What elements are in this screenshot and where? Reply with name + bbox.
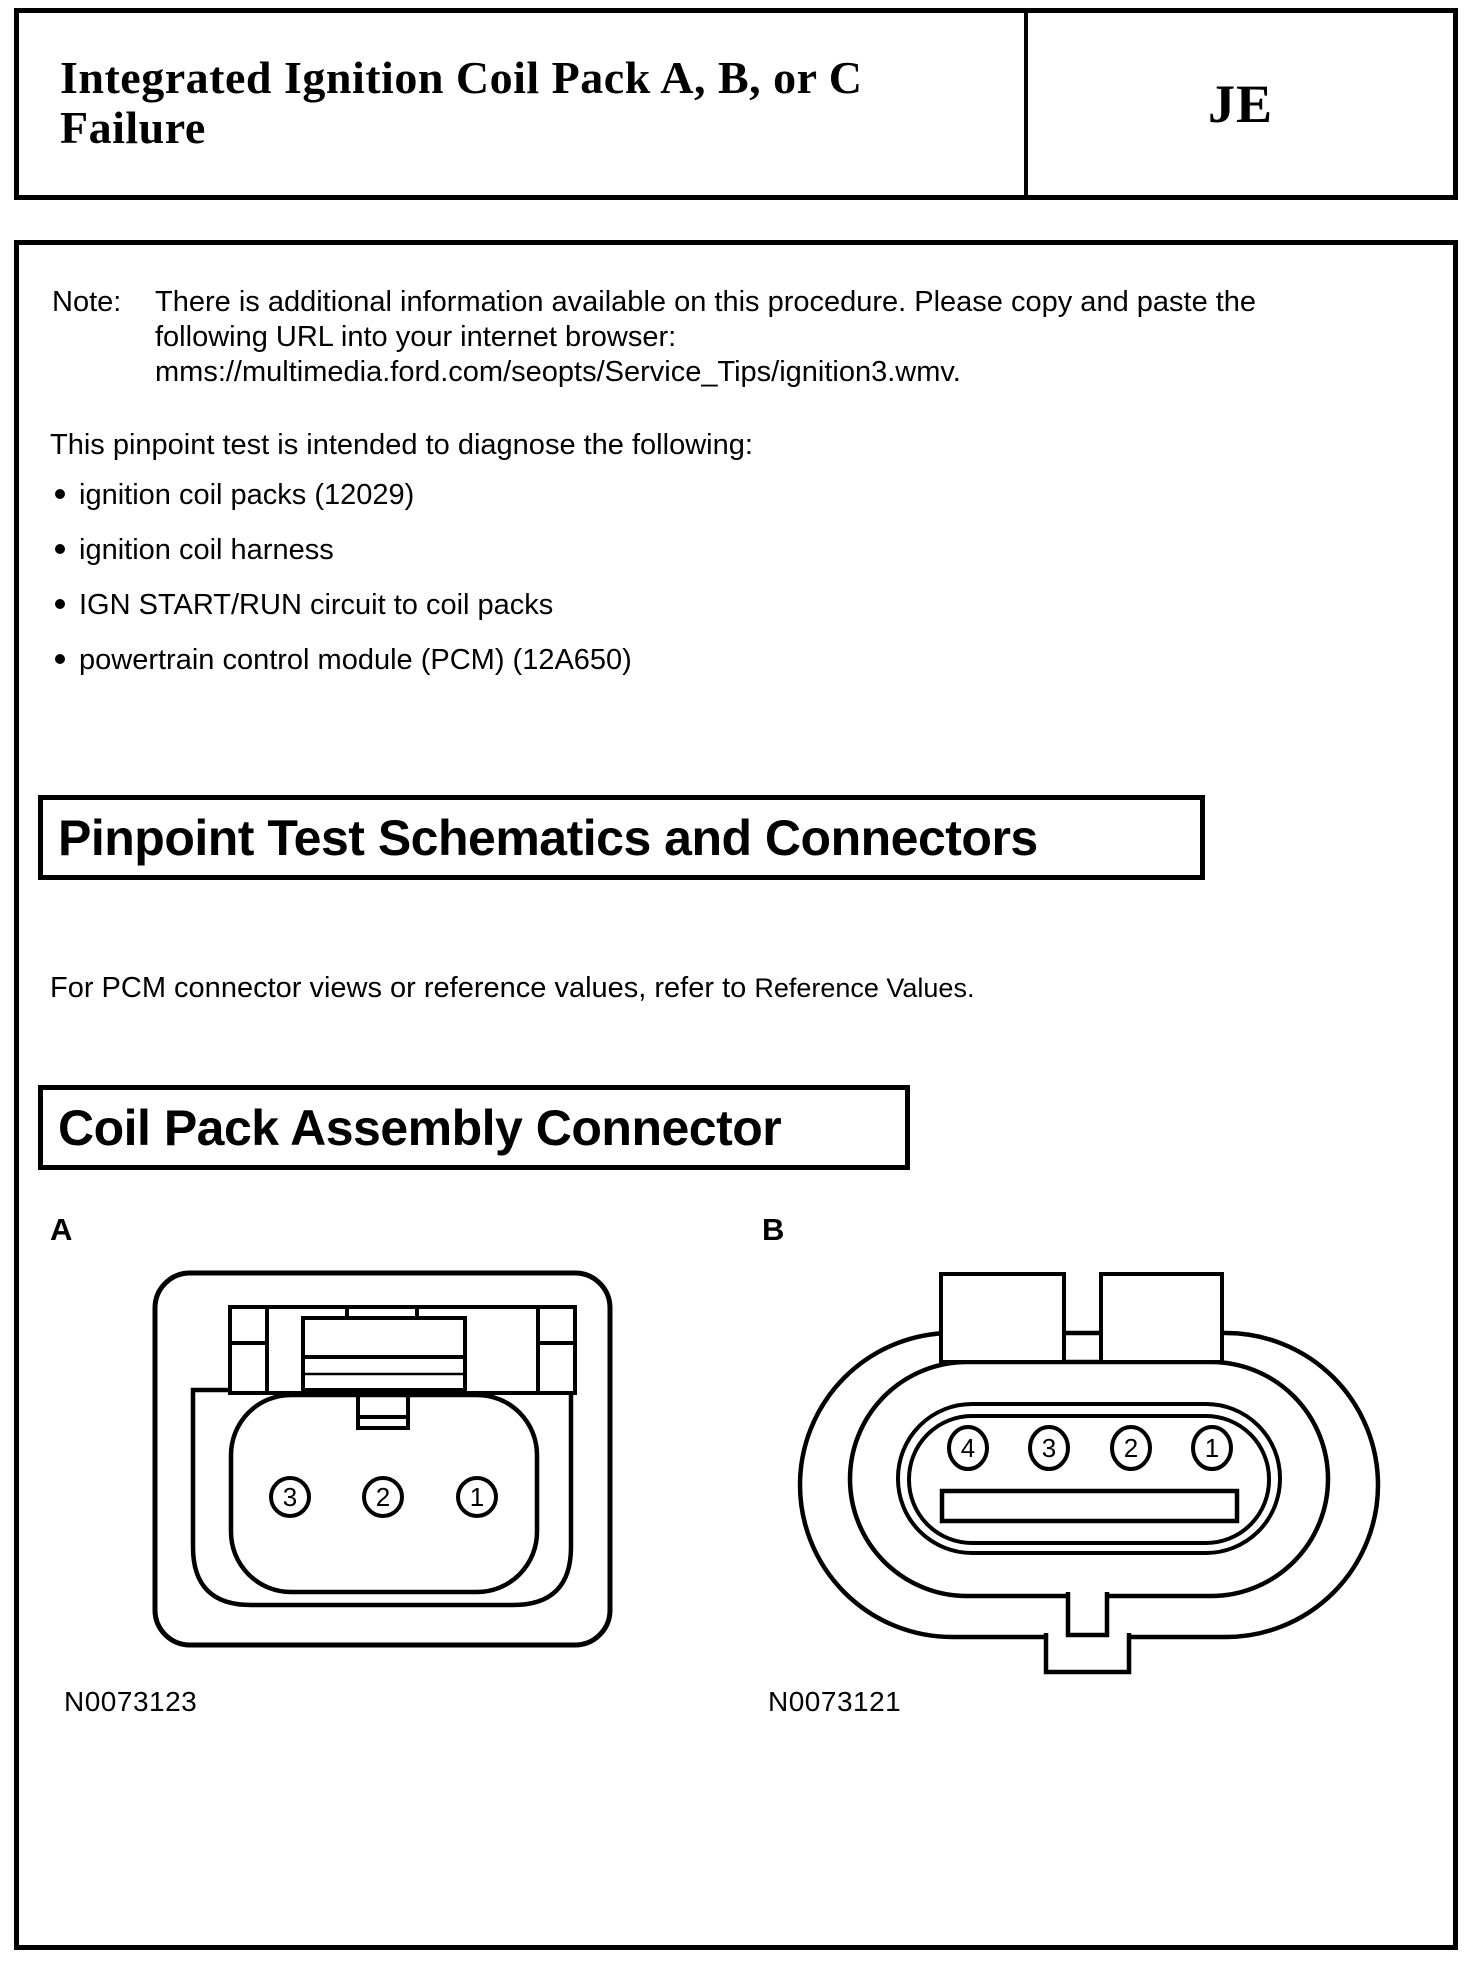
connector-b-pin1-number: 1 (1204, 1433, 1220, 1463)
list-item-text: IGN START/RUN circuit to coil packs (79, 589, 554, 621)
section-heading-text: Coil Pack Assembly Connector (58, 1099, 782, 1156)
figure-b-label: B (762, 1212, 785, 1247)
header-code-cell (1024, 13, 1453, 195)
reference-sentence-prefix: For PCM connector views or reference values, refer to (50, 972, 755, 1004)
bullet-icon (55, 654, 65, 664)
figure-a-label: A (50, 1212, 73, 1247)
connector-b-diagram (780, 1255, 1400, 1685)
reference-sentence (50, 972, 974, 1005)
section-heading-coil-pack (38, 1085, 910, 1170)
bullet-icon (55, 489, 65, 499)
page-title-line1: Integrated Ignition Coil Pack A, B, or C (60, 52, 863, 103)
bullet-icon (55, 544, 65, 554)
connector-a-latch-plate (303, 1318, 465, 1357)
connector-a-pin2-number: 2 (375, 1482, 391, 1512)
connector-b-face-ring-outer (898, 1404, 1280, 1553)
connector-a-pin3-number: 3 (282, 1482, 298, 1512)
note-label: Note: (52, 286, 122, 318)
header-title-cell (19, 13, 1024, 195)
list-item (55, 643, 632, 678)
reference-values-link: Reference Values. (754, 973, 975, 1003)
section-code: JE (1207, 74, 1274, 134)
list-item-text: ignition coil packs (12029) (79, 479, 415, 511)
intro-sentence: This pinpoint test is intended to diagnose the following: (50, 429, 753, 461)
connector-b-pin2-number: 2 (1123, 1433, 1139, 1463)
list-item (55, 478, 414, 513)
note-text-line: following URL into your internet browser: (155, 321, 677, 353)
connector-b-second-ring (850, 1362, 1328, 1596)
connector-b-blade-slot (942, 1491, 1237, 1521)
figure-b-part-number: N0073121 (768, 1686, 902, 1717)
figure-a-part-number: N0073123 (64, 1686, 198, 1717)
list-item (55, 588, 553, 623)
connector-b-pin4-number: 4 (960, 1433, 976, 1463)
section-heading-schematics (38, 795, 1205, 880)
connector-a-socket-keyway (358, 1395, 408, 1428)
connector-b-inner-key-notch (1068, 1592, 1107, 1635)
connector-b-pin3-number: 3 (1041, 1433, 1057, 1463)
connector-b-outer-ring (800, 1333, 1378, 1637)
note-url-line: mms://multimedia.ford.com/seopts/Service_Tips/ignition3.wmv. (155, 356, 961, 388)
list-item (55, 533, 334, 568)
bullet-icon (55, 599, 65, 609)
header-table (14, 8, 1458, 200)
connector-b-outer-key-notch (1046, 1633, 1129, 1672)
connector-a-pin1-number: 1 (469, 1482, 485, 1512)
list-item-text: ignition coil harness (79, 534, 334, 566)
note-text-line: There is additional information available on this procedure. Please copy and paste the (155, 286, 1257, 318)
connector-b-tab-left (941, 1274, 1064, 1362)
list-item-text: powertrain control module (PCM) (12A650) (79, 644, 632, 676)
connector-a-housing-outline (155, 1273, 610, 1645)
connector-b-tab-right (1101, 1274, 1222, 1362)
section-heading-text: Pinpoint Test Schematics and Connectors (58, 809, 1038, 866)
connector-a-diagram (140, 1255, 630, 1725)
page-title-line2: Failure (60, 102, 206, 153)
